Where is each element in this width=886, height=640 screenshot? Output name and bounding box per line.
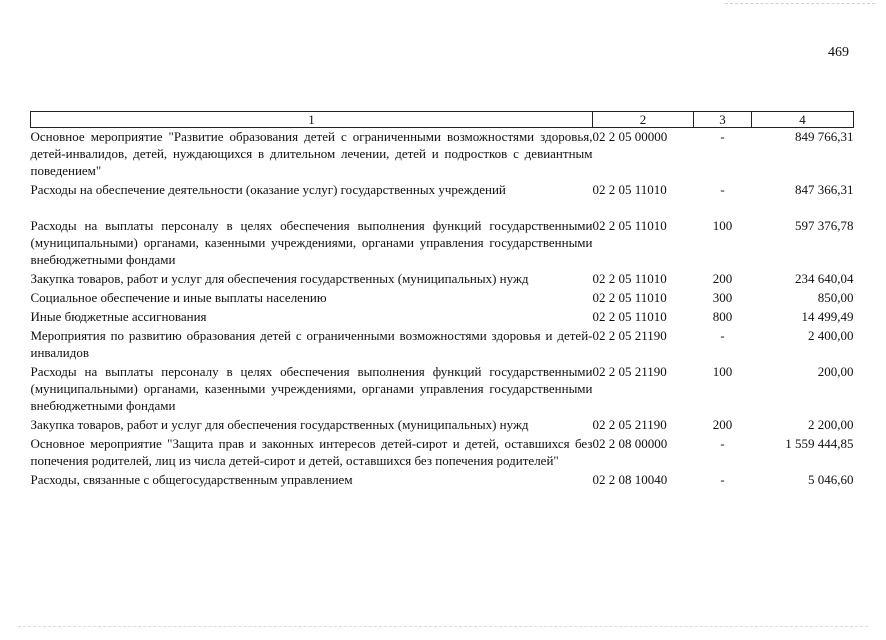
row-name: Основное мероприятие "Защита прав и законных интересов детей-сирот и детей, оставшихся без попечения родителей, лиц из числа детей-сирот и детей, оставшихся без попечения родителей" bbox=[30, 436, 593, 468]
header-col-2: 2 bbox=[593, 112, 694, 128]
row-expense-type: - bbox=[720, 182, 725, 197]
table-header-row bbox=[31, 112, 854, 128]
row-amount: 5 046,60 bbox=[808, 472, 854, 487]
row-code: 02 2 05 21190 bbox=[592, 364, 667, 379]
row-expense-type: 100 bbox=[712, 364, 733, 379]
row-expense-type: 200 bbox=[712, 417, 733, 432]
row-amount: 234 640,04 bbox=[795, 271, 854, 286]
row-expense-type: - bbox=[720, 129, 725, 144]
row-expense-type: 200 bbox=[712, 271, 733, 286]
row-name: Расходы, связанные с общегосударственным управлением bbox=[30, 472, 353, 487]
row-name: Социальное обеспечение и иные выплаты населению bbox=[30, 290, 327, 305]
table-row bbox=[31, 289, 854, 308]
row-code: 02 2 05 11010 bbox=[592, 218, 667, 233]
page-number: 469 bbox=[828, 45, 849, 60]
table-row bbox=[31, 363, 854, 416]
row-code: 02 2 05 11010 bbox=[592, 182, 667, 197]
row-amount: 847 366,31 bbox=[795, 182, 854, 197]
header-col-3: 3 bbox=[694, 112, 752, 128]
row-code: 02 2 08 00000 bbox=[592, 436, 668, 451]
row-code: 02 2 05 11010 bbox=[592, 290, 667, 305]
row-name: Иные бюджетные ассигнования bbox=[30, 309, 207, 324]
row-code: 02 2 05 21190 bbox=[592, 417, 667, 432]
row-expense-type: 800 bbox=[712, 309, 733, 324]
scan-artifact-top bbox=[725, 3, 875, 4]
row-amount: 2 400,00 bbox=[808, 328, 854, 343]
table-row bbox=[31, 181, 854, 217]
table-row bbox=[31, 128, 854, 182]
table-row bbox=[31, 416, 854, 435]
table-row bbox=[31, 435, 854, 471]
row-name: Расходы на обеспечение деятельности (оказание услуг) государственных учреждений bbox=[30, 182, 506, 197]
row-expense-type: - bbox=[720, 436, 725, 451]
table-row bbox=[31, 327, 854, 363]
row-name: Основное мероприятие "Развитие образования детей с ограниченными возможностями здоровья, детей-инвалидов, детей, нуждающихся в длительном лечении, детей и подростков с девиантным поведением" bbox=[30, 129, 593, 178]
table-row bbox=[31, 270, 854, 289]
row-code: 02 2 05 11010 bbox=[592, 271, 667, 286]
budget-table bbox=[30, 111, 854, 490]
row-code: 02 2 08 10040 bbox=[592, 472, 668, 487]
header-col-1: 1 bbox=[31, 112, 593, 128]
row-name: Закупка товаров, работ и услуг для обеспечения государственных (муниципальных) нужд bbox=[30, 271, 529, 286]
row-name: Расходы на выплаты персоналу в целях обеспечения выполнения функций государственными (муниципальными) органами, казенными учреждениями, органами управления государственными внебюджетными фондами bbox=[30, 218, 593, 267]
row-code: 02 2 05 11010 bbox=[592, 309, 667, 324]
row-expense-type: 100 bbox=[712, 218, 733, 233]
row-amount: 850,00 bbox=[817, 290, 854, 305]
row-name: Мероприятия по развитию образования детей с ограниченными возможностями здоровья и детей-инвалидов bbox=[30, 328, 593, 360]
row-expense-type: - bbox=[720, 472, 725, 487]
header-col-4: 4 bbox=[752, 112, 854, 128]
row-amount: 14 499,49 bbox=[801, 309, 854, 324]
row-code: 02 2 05 21190 bbox=[592, 328, 667, 343]
table-row bbox=[31, 308, 854, 327]
table-row bbox=[31, 471, 854, 490]
row-amount: 597 376,78 bbox=[795, 218, 854, 233]
row-amount: 2 200,00 bbox=[808, 417, 854, 432]
table-row bbox=[31, 217, 854, 270]
row-amount: 1 559 444,85 bbox=[785, 436, 854, 451]
row-code: 02 2 05 00000 bbox=[592, 129, 668, 144]
row-expense-type: - bbox=[720, 328, 725, 343]
row-amount: 849 766,31 bbox=[795, 129, 854, 144]
scan-artifact-bottom bbox=[18, 626, 868, 627]
row-name: Закупка товаров, работ и услуг для обеспечения государственных (муниципальных) нужд bbox=[30, 417, 529, 432]
row-name: Расходы на выплаты персоналу в целях обеспечения выполнения функций государственными (муниципальными) органами, казенными учреждениями, органами управления государственными внебюджетными фондами bbox=[30, 364, 593, 413]
row-expense-type: 300 bbox=[712, 290, 733, 305]
row-amount: 200,00 bbox=[817, 364, 854, 379]
